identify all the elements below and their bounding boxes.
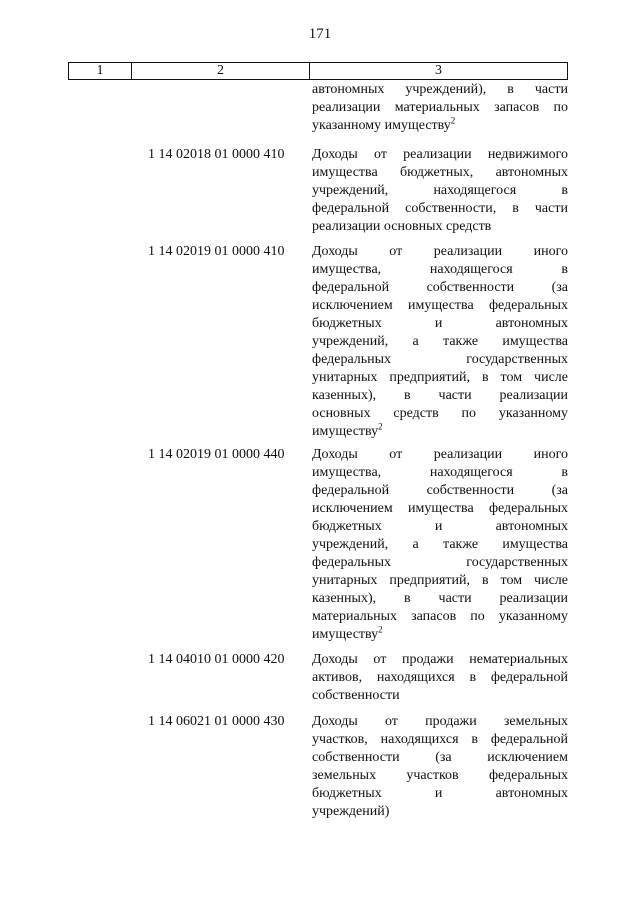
word: части — [534, 201, 568, 216]
word: имущества, — [312, 465, 382, 480]
word: земельных — [503, 714, 568, 729]
word: а — [412, 537, 419, 552]
budget-code: 1 14 06021 01 0000 430 — [148, 714, 285, 729]
description-line — [312, 387, 568, 405]
word: запасов — [494, 100, 540, 115]
word: числе — [534, 573, 568, 588]
budget-code: 1 14 02019 01 0000 410 — [148, 244, 285, 259]
word: находящихся — [376, 670, 455, 685]
word: также — [443, 334, 479, 349]
description-line — [312, 182, 568, 200]
description-line — [312, 572, 568, 590]
word: государственных — [466, 555, 568, 570]
word: участков, — [312, 732, 368, 747]
word: части — [438, 591, 472, 606]
word: бюджетных, — [400, 165, 474, 180]
word: активов, — [312, 670, 363, 685]
word: в — [507, 82, 514, 97]
line-text: собственности — [312, 688, 400, 703]
word: учреждений, — [312, 183, 389, 198]
word: имущества — [312, 165, 378, 180]
description-line — [312, 81, 568, 99]
word: также — [443, 537, 479, 552]
description-line — [312, 117, 568, 135]
word: автономных — [495, 316, 568, 331]
description-line — [312, 279, 568, 297]
description-line — [312, 351, 568, 369]
header-col-3: 3 — [435, 63, 442, 78]
word: (за — [435, 750, 452, 765]
word: части — [438, 388, 472, 403]
word: указанному — [498, 406, 568, 421]
word: предприятий, — [389, 573, 471, 588]
description-line — [312, 200, 568, 218]
word: собственности, — [405, 201, 497, 216]
description-line — [312, 99, 568, 117]
word: автономных — [495, 519, 568, 534]
word: казенных), — [312, 388, 377, 403]
word: от — [389, 244, 403, 259]
description-line — [312, 297, 568, 315]
word: указанному — [498, 609, 568, 624]
word: земельных — [312, 768, 377, 783]
description-line — [312, 669, 568, 687]
word: продажи — [425, 714, 477, 729]
word: учреждений, — [312, 334, 389, 349]
description-line — [312, 261, 568, 279]
word: реализации — [433, 447, 503, 462]
description-line — [312, 500, 568, 518]
description-line — [312, 243, 568, 261]
word: том — [500, 573, 523, 588]
word: по — [461, 406, 477, 421]
word: Доходы — [312, 244, 358, 259]
word: от — [374, 147, 387, 162]
word: федеральной — [490, 732, 568, 747]
footnote-mark: 2 — [378, 421, 383, 432]
word: имущества — [502, 334, 568, 349]
word: федеральных — [488, 298, 568, 313]
description-line — [312, 608, 568, 626]
word: в — [512, 201, 519, 216]
word: собственности — [426, 483, 515, 498]
word: находящегося — [433, 183, 517, 198]
word: в — [481, 573, 489, 588]
word: и — [434, 519, 443, 534]
word: части — [534, 82, 568, 97]
word: автономных — [312, 82, 385, 97]
word: в — [404, 591, 411, 606]
word: недвижимого — [487, 147, 568, 162]
word: иного — [533, 244, 568, 259]
table-header — [68, 62, 568, 80]
description-line — [312, 767, 568, 785]
word: в — [481, 370, 489, 385]
income-description — [312, 243, 568, 441]
word: федеральной — [312, 483, 390, 498]
word: (за — [551, 280, 568, 295]
word: находящегося — [429, 262, 513, 277]
description-line — [312, 713, 568, 731]
footnote-mark: 2 — [450, 115, 456, 126]
income-description — [312, 713, 568, 821]
word: материальных — [394, 100, 480, 115]
description-line — [312, 218, 568, 236]
description-line — [312, 626, 568, 644]
word: по — [470, 609, 485, 624]
word: по — [553, 100, 568, 115]
word: средств — [393, 406, 439, 421]
word: и — [434, 316, 443, 331]
budget-code: 1 14 02018 01 0000 410 — [148, 147, 285, 162]
description-line — [312, 731, 568, 749]
word: предприятий, — [389, 370, 471, 385]
word: в — [471, 732, 478, 747]
line-text: имуществу — [312, 627, 379, 642]
income-description — [312, 446, 568, 644]
word: основных — [312, 406, 371, 421]
word: бюджетных — [312, 786, 382, 801]
word: Доходы — [312, 714, 358, 729]
word: реализации — [499, 591, 568, 606]
description-line — [312, 369, 568, 387]
line-text: реализации основных средств — [312, 219, 492, 234]
description-line — [312, 687, 568, 705]
word: федеральных — [488, 768, 568, 783]
line-text: указанному имуществу — [312, 118, 451, 133]
footnote-mark: 2 — [378, 624, 383, 635]
description-line — [312, 164, 568, 182]
continuation-description — [312, 81, 568, 135]
page-number: 171 — [308, 26, 332, 42]
word: собственности — [426, 280, 515, 295]
description-line — [312, 146, 568, 164]
word: в — [404, 388, 411, 403]
word: автономных — [495, 786, 568, 801]
word: от — [384, 714, 398, 729]
description-line — [312, 785, 568, 803]
word: бюджетных — [312, 316, 382, 331]
word: в — [561, 465, 568, 480]
word: имущества — [408, 298, 474, 313]
word: участков — [406, 768, 459, 783]
word: Доходы — [312, 447, 358, 462]
word: собственности — [312, 750, 400, 765]
word: материальных — [312, 609, 398, 624]
word: иного — [533, 447, 568, 462]
word: в — [561, 183, 568, 198]
description-line — [312, 651, 568, 669]
word: федеральной — [490, 670, 568, 685]
word: автономных — [495, 165, 568, 180]
word: федеральных — [488, 501, 568, 516]
word: учреждений), — [405, 82, 487, 97]
word: реализации — [312, 100, 381, 115]
word: в — [469, 670, 477, 685]
word: том — [500, 370, 523, 385]
word: находящегося — [429, 465, 513, 480]
word: и — [434, 786, 443, 801]
description-line — [312, 749, 568, 767]
line-text: учреждений) — [312, 804, 390, 819]
word: Доходы — [312, 652, 358, 667]
word: а — [412, 334, 419, 349]
word: от — [373, 652, 387, 667]
word: в — [561, 262, 568, 277]
description-line — [312, 518, 568, 536]
income-description — [312, 651, 568, 705]
word: нематериальных — [469, 652, 568, 667]
word: от — [389, 447, 403, 462]
description-line — [312, 446, 568, 464]
word: исключением — [487, 750, 568, 765]
word: учреждений, — [312, 537, 389, 552]
word: федеральной — [312, 280, 390, 295]
word: Доходы — [312, 147, 358, 162]
description-line — [312, 803, 568, 821]
word: исключением — [312, 501, 393, 516]
description-line — [312, 590, 568, 608]
word: бюджетных — [312, 519, 382, 534]
word: федеральных — [312, 352, 392, 367]
word: реализации — [403, 147, 472, 162]
word: казенных), — [312, 591, 377, 606]
word: унитарных — [312, 370, 378, 385]
word: имущества — [408, 501, 474, 516]
line-text: имуществу — [312, 424, 379, 439]
word: исключением — [312, 298, 393, 313]
word: числе — [534, 370, 568, 385]
word: имущества, — [312, 262, 382, 277]
word: государственных — [466, 352, 568, 367]
word: унитарных — [312, 573, 378, 588]
description-line — [312, 536, 568, 554]
description-line — [312, 482, 568, 500]
word: федеральных — [312, 555, 392, 570]
description-line — [312, 405, 568, 423]
word: находящихся — [380, 732, 459, 747]
word: реализации — [433, 244, 503, 259]
word: имущества — [502, 537, 568, 552]
description-line — [312, 554, 568, 572]
description-line — [312, 315, 568, 333]
description-line — [312, 464, 568, 482]
word: запасов — [411, 609, 457, 624]
word: реализации — [499, 388, 568, 403]
word: продажи — [401, 652, 454, 667]
budget-code: 1 14 04010 01 0000 420 — [148, 652, 285, 667]
description-line — [312, 333, 568, 351]
description-line — [312, 423, 568, 441]
word: (за — [551, 483, 568, 498]
budget-code: 1 14 02019 01 0000 440 — [148, 447, 285, 462]
header-col-2: 2 — [132, 63, 310, 79]
income-description — [312, 146, 568, 236]
word: федеральной — [312, 201, 390, 216]
header-col-1: 1 — [69, 63, 132, 79]
